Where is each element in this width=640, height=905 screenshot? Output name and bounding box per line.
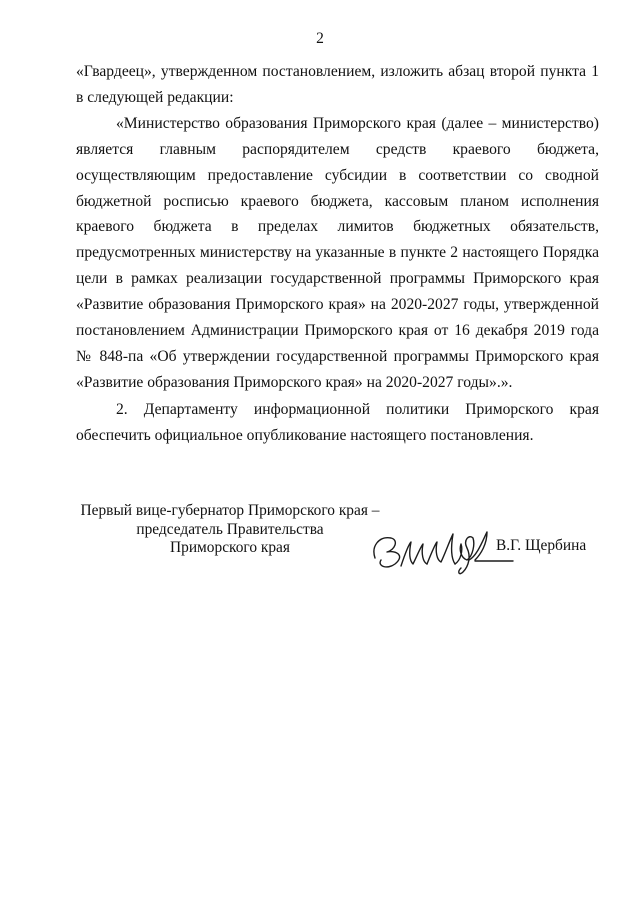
signer-title bbox=[70, 502, 390, 558]
paragraph-item-2: 2. Департаменту информационной политики Приморского края обеспечить официальное опубликование настоящего постановления. bbox=[76, 400, 599, 444]
paragraph-quoted-amendment: «Министерство образования Приморского края (далее – министерство) является главным распорядителем средств краевого бюджета, осуществляющим предоставление субсидии в соответствии со сводной бюджетной росписью краевого бюджета, кассовым планом исполнения краевого бюджета в пределах лимитов бюджетных обязательств, предусмотренных министерству на указанные в пункте 2 настоящего Порядка цели в рамках реализации государственной программы Приморского края «Развитие образования Приморского края» на 2020-2027 годы, утвержденной постановлением Администрации Приморского края от 16 декабря 2019 года № 848-па «Об утверждении государственной программы Приморского края «Развитие образования Приморского края» на 2020-2027 годы».». bbox=[76, 114, 599, 391]
page-number: 2 bbox=[316, 30, 324, 47]
paragraph-intro: «Гвардеец», утвержденном постановлением, изложить абзац второй пункта 1 в следующей редакции: bbox=[76, 63, 599, 106]
signer-title-line: Приморского края bbox=[170, 539, 290, 556]
handwritten-signature bbox=[365, 520, 515, 580]
signer-title-line: председатель Правительства bbox=[136, 520, 324, 538]
body-text bbox=[76, 59, 599, 449]
signer-title-line: Первый вице-губернатор Приморского края – bbox=[80, 502, 380, 519]
signer-name: В.Г. Щербина bbox=[496, 537, 587, 554]
